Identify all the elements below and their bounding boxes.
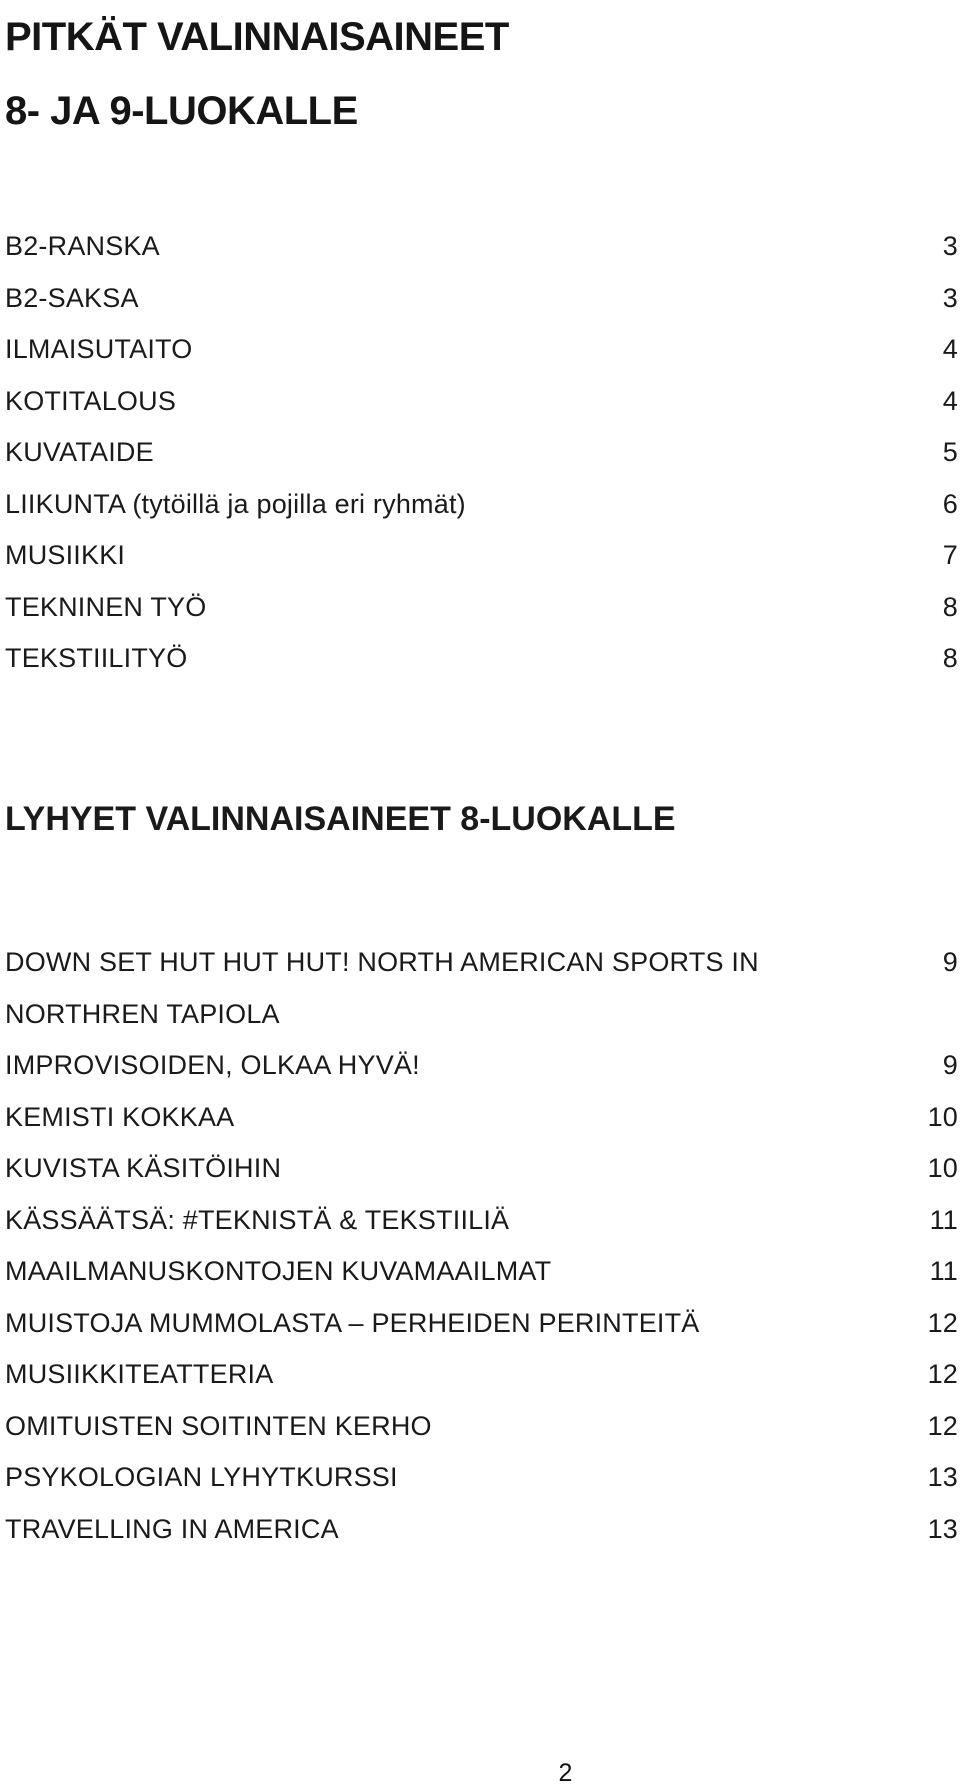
toc-entry-page-number: 13 [927, 1513, 958, 1544]
toc-entry-page-number: 12 [927, 1410, 958, 1441]
toc-entry-maailmanuskontojen-kuvamaailmat [5, 1246, 960, 1298]
toc-entry-musiikkiteatteria [5, 1349, 960, 1401]
toc-entry-label: KÄSSÄÄTSÄ: #TEKNISTÄ & TEKSTIILIÄ [5, 1204, 510, 1235]
toc-entry-kemisti-kokkaa [5, 1092, 960, 1144]
toc-entry-label: LIIKUNTA (tytöillä ja pojilla eri ryhmät) [5, 488, 466, 519]
toc-entry-kassaatsa [5, 1195, 960, 1247]
toc-entry-label: KUVATAIDE [5, 437, 154, 467]
short-courses-list [5, 937, 960, 1555]
title-line-2: 8- JA 9-LUOKALLE [5, 89, 358, 133]
toc-entry-label: KUVISTA KÄSITÖIHIN [5, 1153, 282, 1183]
toc-entry-label: OMITUISTEN SOITINTEN KERHO [5, 1410, 432, 1441]
toc-entry-page-number: 13 [927, 1462, 958, 1492]
toc-entry-label: B2-SAKSA [5, 282, 139, 313]
toc-entry-label: B2-RANSKA [5, 231, 160, 261]
toc-entry-muistoja-mummolasta [5, 1298, 960, 1350]
toc-entry-improvisoiden [5, 1040, 960, 1092]
toc-entry-label: DOWN SET HUT HUT HUT! NORTH AMERICAN SPORTS IN NORTHREN TAPIOLA [5, 947, 759, 1029]
page-title [5, 0, 509, 148]
toc-entry-label: IMPROVISOIDEN, OLKAA HYVÄ! [5, 1050, 420, 1080]
toc-entry-tekninen-tyo [5, 582, 960, 634]
toc-entry-label: KOTITALOUS [5, 385, 177, 416]
toc-entry-musiikki [5, 530, 960, 582]
toc-entry-page-number: 6 [942, 488, 958, 519]
toc-entry-page-number: 7 [942, 540, 958, 570]
toc-entry-label: PSYKOLOGIAN LYHYTKURSSI [5, 1462, 398, 1492]
toc-entry-tekstiilityo [5, 633, 960, 685]
page-number: 2 [558, 1759, 573, 1787]
toc-entry-page-number: 4 [942, 334, 958, 364]
toc-entry-ilmaisutaito [5, 324, 960, 376]
toc-entry-page-number: 12 [927, 1307, 958, 1338]
toc-entry-travelling-in-america [5, 1504, 960, 1556]
toc-entry-kuvataide [5, 427, 960, 479]
toc-entry-page-number: 4 [942, 385, 958, 416]
toc-entry-label: MUSIIKKI [5, 540, 126, 570]
toc-entry-page-number: 10 [927, 1153, 958, 1183]
toc-entry-kotitalous [5, 376, 960, 428]
toc-entry-page-number: 10 [927, 1101, 958, 1132]
toc-entry-page-number: 3 [942, 231, 958, 261]
toc-entry-north-american-sports [5, 937, 960, 1040]
title-line-1: PITKÄT VALINNAISAINEET [5, 15, 509, 59]
toc-entry-label: TEKSTIILITYÖ [5, 643, 188, 673]
toc-entry-b2-saksa [5, 273, 960, 325]
toc-entry-page-number: 12 [927, 1359, 958, 1389]
toc-entry-label: TEKNINEN TYÖ [5, 591, 207, 622]
toc-entry-page-number: 11 [929, 1256, 958, 1286]
toc-entry-page-number: 9 [942, 1050, 958, 1080]
section-heading-short-courses: LYHYET VALINNAISAINEET 8-LUOKALLE [5, 800, 676, 838]
toc-entry-omituisten-soitinten-kerho [5, 1401, 960, 1453]
toc-entry-page-number: 3 [942, 282, 958, 313]
toc-entry-b2-ranska [5, 221, 960, 273]
toc-entry-page-number: 8 [942, 591, 958, 622]
toc-entry-kuvista-kasitoihin [5, 1143, 960, 1195]
toc-entry-label: MAAILMANUSKONTOJEN KUVAMAAILMAT [5, 1256, 552, 1286]
long-courses-list [5, 221, 960, 685]
toc-entry-label: MUISTOJA MUMMOLASTA – PERHEIDEN PERINTEITÄ [5, 1307, 700, 1338]
toc-entry-psykologian-lyhytkurssi [5, 1452, 960, 1504]
toc-entry-page-number: 8 [942, 643, 958, 673]
toc-entry-page-number: 11 [929, 1204, 958, 1235]
toc-entry-label: ILMAISUTAITO [5, 334, 193, 364]
toc-entry-page-number: 9 [942, 947, 958, 977]
toc-entry-label: MUSIIKKITEATTERIA [5, 1359, 274, 1389]
toc-entry-label: TRAVELLING IN AMERICA [5, 1513, 339, 1544]
toc-entry-page-number: 5 [942, 437, 958, 467]
toc-entry-liikunta [5, 479, 960, 531]
toc-entry-label: KEMISTI KOKKAA [5, 1101, 235, 1132]
